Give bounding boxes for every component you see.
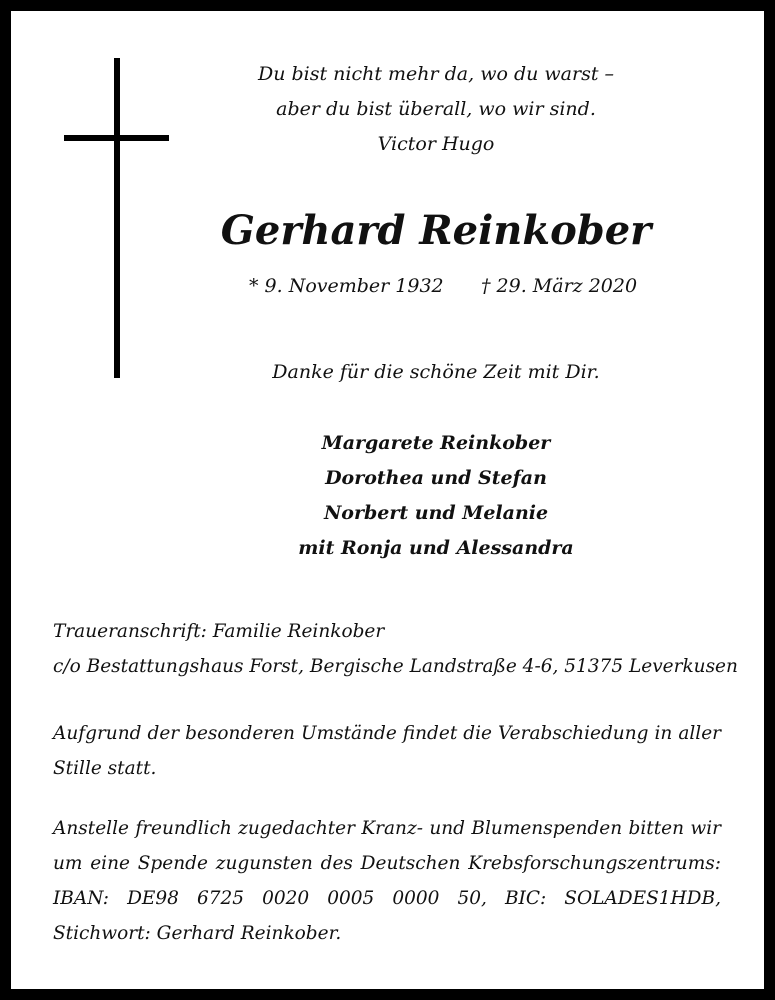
family-list [231,426,641,566]
birth-date: * 9. November 1932 [249,275,444,297]
quote-author: Victor Hugo [377,133,495,155]
quote [231,57,641,162]
address-line: c/o Bestattungshaus Forst, Bergische Landstraße 4-6, 51375 Leverkusen [53,656,738,677]
family-member: Dorothea und Stefan [325,467,547,489]
farewell-note: Aufgrund der besonderen Umstände findet die Verabschiedung in aller Stille statt. [53,723,721,779]
quote-line: Du bist nicht mehr da, wo du warst – [257,63,614,85]
family-member: Margarete Reinkober [321,432,551,454]
cross-icon [114,58,120,378]
address-line: Traueranschrift: Familie Reinkober [53,621,385,642]
family-member: mit Ronja und Alessandra [298,537,574,559]
donation-note: Anstelle freundlich zugedachter Kranz- und Blumenspenden bitten wir um eine Spende zugunsten des Deutschen Krebsforschungszentrums: IBAN: DE98 6725 0020 0005 0000 50, BIC: SOLADES1HDB, Stichwort: Gerhard Reinkober. [53,818,721,944]
thanks-line: Danke für die schöne Zeit mit Dir. [272,361,600,383]
death-date: † 29. März 2020 [481,275,638,297]
deceased-name: Gerhard Reinkober [220,207,652,254]
quote-line: aber du bist überall, wo wir sind. [276,98,596,120]
mourning-address [53,614,738,684]
family-member: Norbert und Melanie [323,502,549,524]
cross-icon-bar [64,135,169,141]
